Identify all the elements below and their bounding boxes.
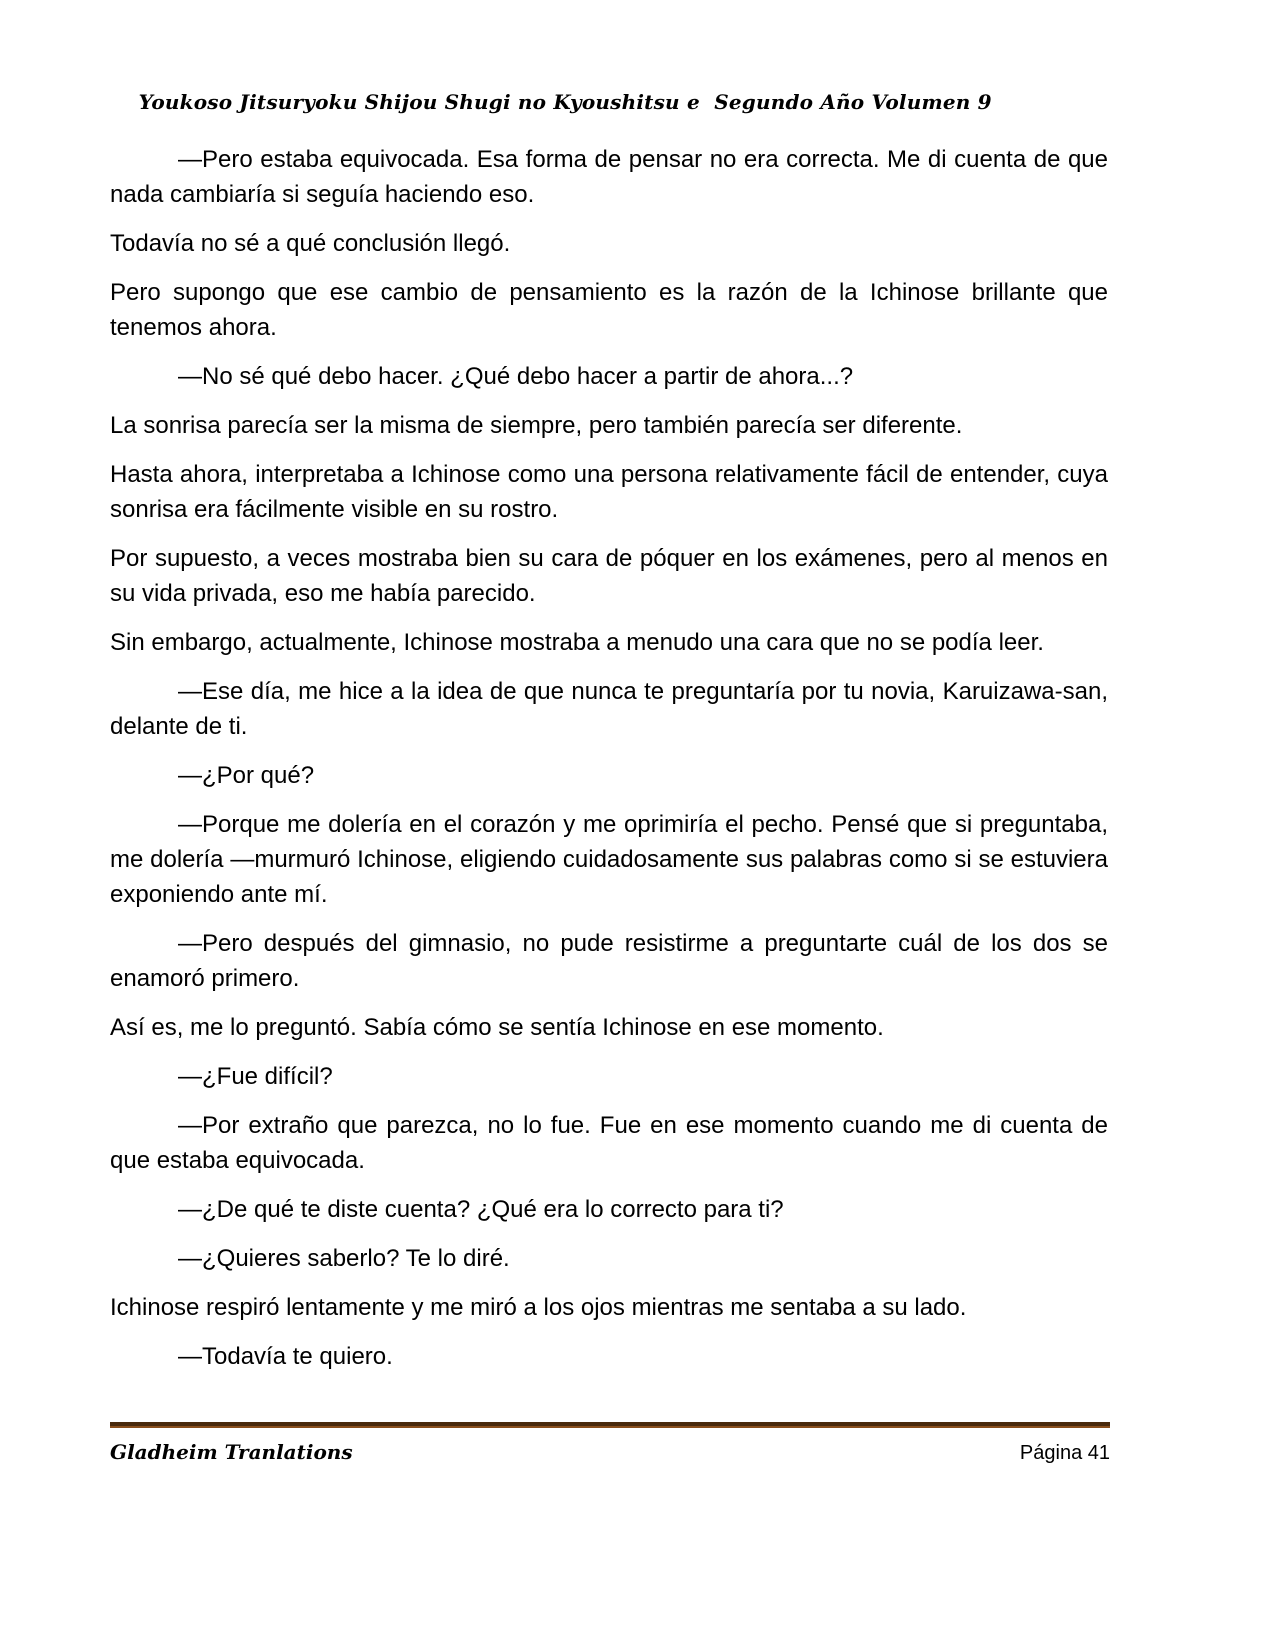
paragraph: —¿Quieres saberlo? Te lo diré. [178,1245,510,1272]
paragraph: Pero supongo que ese cambio de pensamiento es la razón de la Ichinose brillante que tenemos ahora. [110,279,1108,341]
paragraph: —No sé qué debo hacer. ¿Qué debo hacer a partir de ahora...? [178,363,854,390]
paragraph: —Pero estaba equivocada. Esa forma de pensar no era correcta. Me di cuenta de que nada cambiaría si seguía haciendo eso. [110,146,1108,208]
paragraph: —Ese día, me hice a la idea de que nunca te preguntaría por tu novia, Karuizawa-san, delante de ti. [110,678,1108,740]
footer-divider [110,1422,1110,1428]
paragraph: Así es, me lo preguntó. Sabía cómo se sentía Ichinose en ese momento. [110,1014,884,1041]
paragraph: —¿Por qué? [178,762,315,789]
paragraph: Todavía no sé a qué conclusión llegó. [110,230,511,257]
paragraph: —Porque me dolería en el corazón y me oprimiría el pecho. Pensé que si preguntaba, me dolería —murmuró Ichinose, eligiendo cuidadosamente sus palabras como si se estuviera exponiendo ante mí. [110,811,1108,908]
paragraph: —Por extraño que parezca, no lo fue. Fue en ese momento cuando me di cuenta de que estaba equivocada. [110,1112,1108,1174]
body-text [110,142,1108,1388]
paragraph: —¿Fue difícil? [178,1063,333,1090]
document-footer [110,1440,1110,1465]
header-title: Youkoso Jitsuryoku Shijou Shugi no Kyoushitsu e Segundo Año Volumen 9 [138,90,992,114]
document-header [110,66,1110,138]
paragraph: Ichinose respiró lentamente y me miró a los ojos mientras me sentaba a su lado. [110,1294,967,1321]
paragraph: —¿De qué te diste cuenta? ¿Qué era lo correcto para ti? [178,1196,784,1223]
paragraph: Por supuesto, a veces mostraba bien su cara de póquer en los exámenes, pero al menos en su vida privada, eso me había parecido. [110,545,1108,607]
paragraph: Sin embargo, actualmente, Ichinose mostraba a menudo una cara que no se podía leer. [110,629,1044,656]
paragraph: Hasta ahora, interpretaba a Ichinose como una persona relativamente fácil de entender, cuya sonrisa era fácilmente visible en su rostro. [110,461,1108,523]
page-number: Página 41 [1019,1442,1110,1464]
translator-credit: Gladheim Tranlations [110,1440,353,1464]
paragraph: La sonrisa parecía ser la misma de siempre, pero también parecía ser diferente. [110,412,963,439]
paragraph: —Pero después del gimnasio, no pude resistirme a preguntarte cuál de los dos se enamoró primero. [110,930,1108,992]
paragraph: —Todavía te quiero. [178,1343,393,1370]
